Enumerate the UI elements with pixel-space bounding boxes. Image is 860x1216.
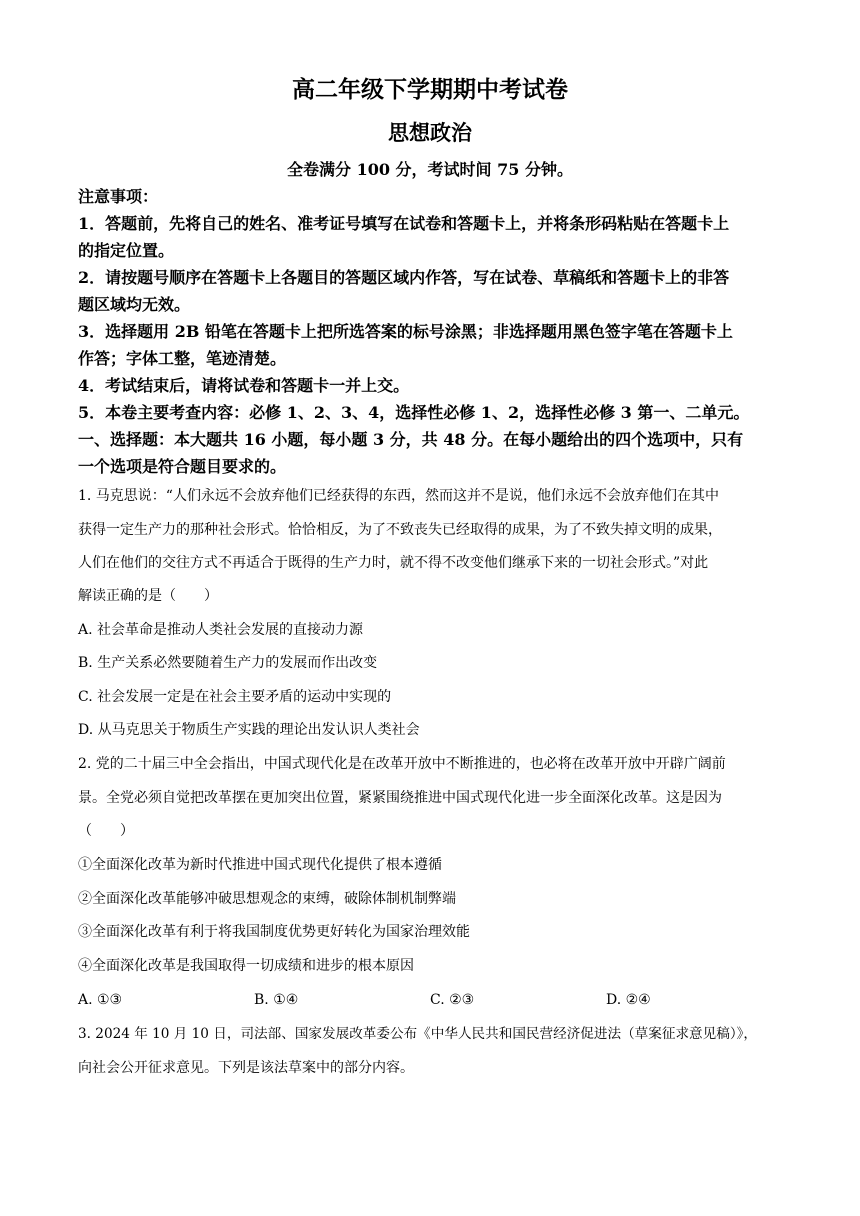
- q2-option-a: A. ①③: [78, 992, 123, 1008]
- exam-title: 高二年级下学期期中考试卷: [292, 76, 568, 103]
- note-line: 1．答题前，先将自己的姓名、准考证号填写在试卷和答题卡上，并将条形码粘贴在答题卡上: [78, 214, 730, 233]
- q2-item: ④全面深化改革是我国取得一切成绩和进步的根本原因: [78, 958, 414, 974]
- q2-option-c: C. ②③: [430, 992, 475, 1008]
- subject-title: 思想政治: [388, 120, 472, 145]
- note-line: 5．本卷主要考查内容：必修 1、2、3、4，选择性必修 1、2，选择性必修 3 第一、二单元。: [78, 403, 750, 422]
- q1-stem-line: 人们在他们的交往方式不再适合于既得的生产力时，就不得不改变他们继承下来的一切社会形式。”对此: [78, 555, 709, 571]
- note-line: 4．考试结束后，请将试卷和答题卡一并上交。: [78, 376, 410, 395]
- q2-item: ①全面深化改革为新时代推进中国式现代化提供了根本遵循: [78, 857, 442, 873]
- q2-option-b: B. ①④: [254, 992, 299, 1008]
- q1-option-b: B. 生产关系必然要随着生产力的发展而作出改变: [78, 655, 378, 671]
- score-info: 全卷满分 100 分，考试时间 75 分钟。: [287, 160, 573, 179]
- q3-stem-line: 向社会公开征求意见。下列是该法草案中的部分内容。: [78, 1060, 414, 1076]
- q1-option-c: C. 社会发展一定是在社会主要矛盾的运动中实现的: [78, 689, 392, 705]
- note-line: 作答；字体工整，笔迹清楚。: [78, 349, 287, 368]
- notes-heading: 注意事项：: [78, 187, 159, 206]
- note-line: 3．选择题用 2B 铅笔在答题卡上把所选答案的标号涂黑；非选择题用黑色签字笔在答题卡上: [78, 322, 733, 341]
- section-heading: 一、选择题：本大题共 16 小题，每小题 3 分，共 48 分。在每小题给出的四个选项中，只有: [78, 430, 744, 449]
- q2-item: ②全面深化改革能够冲破思想观念的束缚，破除体制机制弊端: [78, 891, 456, 907]
- q1-option-d: D. 从马克思关于物质生产实践的理论出发认识人类社会: [78, 722, 420, 738]
- note-line: 的指定位置。: [78, 241, 175, 260]
- q1-stem-line: 解读正确的是（ ）: [78, 588, 218, 604]
- q2-stem-line: 景。全党必须自觉把改革摆在更加突出位置，紧紧围绕推进中国式现代化进一步全面深化改革。这是因为: [78, 790, 722, 806]
- q2-stem-line: 2. 党的二十届三中全会指出，中国式现代化是在改革开放中不断推进的，也必将在改革开放中开辟广阔前: [78, 756, 726, 772]
- q2-option-d: D. ②④: [606, 992, 651, 1008]
- q2-stem-line: （ ）: [78, 823, 134, 839]
- q1-stem-line: 获得一定生产力的那种社会形式。恰恰相反，为了不致丧失已经取得的成果，为了不致失掉文明的成果，: [78, 522, 722, 538]
- q1-stem-line: 1. 马克思说：“人们永远不会放弃他们已经获得的东西，然而这并不是说，他们永远不会放弃他们在其中: [78, 488, 719, 504]
- section-heading: 一个选项是符合题目要求的。: [78, 457, 287, 476]
- q2-item: ③全面深化改革有利于将我国制度优势更好转化为国家治理效能: [78, 924, 470, 940]
- note-line: 2．请按题号顺序在答题卡上各题目的答题区域内作答，写在试卷、草稿纸和答题卡上的非答: [78, 268, 730, 287]
- q3-stem-line: 3. 2024 年 10 月 10 日，司法部、国家发展改革委公布《中华人民共和国民营经济促进法（草案征求意见稿）》，: [78, 1026, 758, 1042]
- q1-option-a: A. 社会革命是推动人类社会发展的直接动力源: [78, 622, 364, 638]
- note-line: 题区域均无效。: [78, 295, 191, 314]
